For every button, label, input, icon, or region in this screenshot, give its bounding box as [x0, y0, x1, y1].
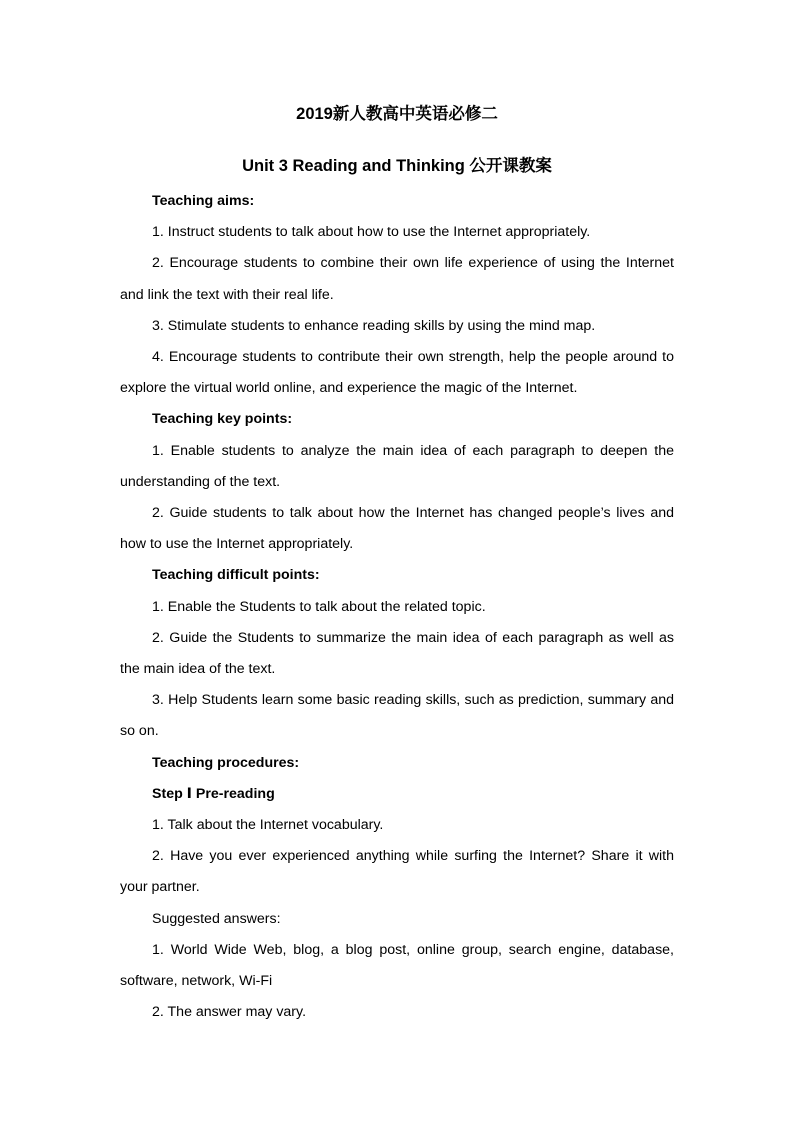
document-body [120, 186, 674, 1028]
body-paragraph: 4. Encourage students to contribute their own strength, help the people around to explore the virtual world online, and experience the magic of the Internet. [120, 349, 674, 397]
section-heading: Teaching aims: [152, 193, 255, 209]
body-paragraph: Suggested answers: [152, 910, 281, 927]
section-heading: Teaching key points: [152, 411, 293, 428]
section-heading: Teaching difficult points: [152, 567, 320, 584]
body-paragraph: 1. Enable students to analyze the main idea of each paragraph to deepen the understanding of the text. [120, 442, 674, 490]
section-heading: Step Ⅰ Pre-reading [152, 785, 275, 802]
body-paragraph: 1. World Wide Web, blog, a blog post, online group, search engine, database, software, network, Wi-Fi [120, 941, 674, 990]
body-paragraph: 2. The answer may vary. [152, 1004, 307, 1021]
document-title: 2019新人教高中英语必修二 [296, 105, 498, 123]
body-paragraph: 2. Guide the Students to summarize the main idea of each paragraph as well as the main idea of the text. [120, 629, 674, 678]
body-paragraph: 3. Stimulate students to enhance reading skills by using the mind map. [152, 317, 596, 334]
body-paragraph: 2. Guide students to talk about how the Internet has changed people’s lives and how to use the Internet appropriately. [120, 505, 674, 553]
document-subtitle: Unit 3 Reading and Thinking 公开课教案 [242, 157, 552, 175]
section-heading: Teaching procedures: [152, 754, 300, 771]
body-paragraph: 3. Help Students learn some basic reading skills, such as prediction, summary and so on. [120, 692, 674, 740]
body-paragraph: 1. Instruct students to talk about how to use the Internet appropriately. [152, 224, 591, 241]
body-paragraph: 2. Have you ever experienced anything while surfing the Internet? Share it with your partner. [120, 848, 674, 896]
body-paragraph: 1. Enable the Students to talk about the related topic. [152, 598, 486, 615]
body-paragraph: 1. Talk about the Internet vocabulary. [152, 817, 384, 834]
body-paragraph: 2. Encourage students to combine their own life experience of using the Internet and link the text with their real life. [120, 255, 674, 303]
document-page [120, 96, 674, 1028]
